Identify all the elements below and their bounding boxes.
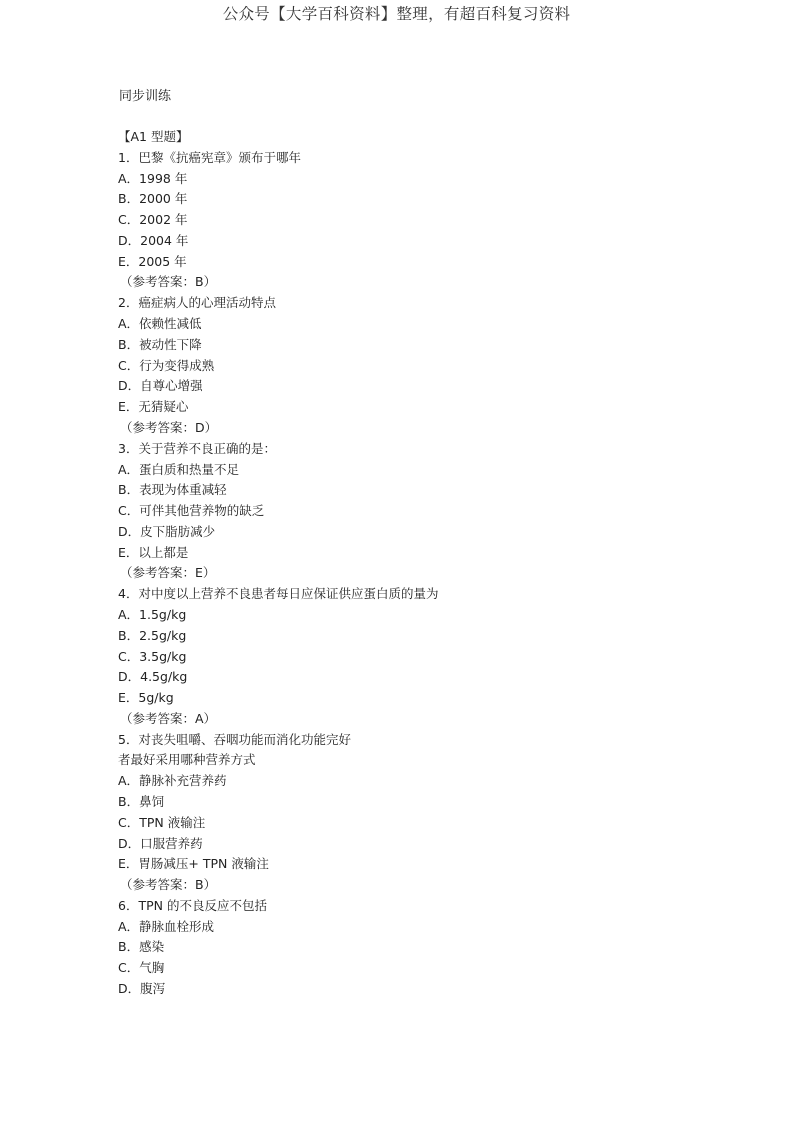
answer-option: C．行为变得成熟	[118, 357, 215, 373]
question-3	[118, 439, 438, 584]
answer-option: B．鼻饲	[118, 794, 165, 809]
question-4	[118, 584, 438, 729]
question-2	[118, 293, 438, 438]
question-type-heading: 【A1 型题】	[118, 129, 189, 144]
question-6	[118, 896, 438, 1000]
answer-option: C．可伴其他营养物的缺乏	[118, 503, 265, 519]
reference-answer: （参考答案：B）	[120, 274, 217, 290]
answer-option: D．2004 年	[118, 232, 189, 248]
question-list	[118, 127, 438, 1000]
answer-option: A．1.5g/kg	[118, 606, 187, 622]
question-stem: 3．关于营养不良正确的是：	[118, 440, 276, 456]
answer-option: A．静脉补充营养药	[118, 773, 227, 789]
answer-option: A．蛋白质和热量不足	[118, 461, 240, 477]
answer-option: E．无猜疑心	[118, 399, 189, 415]
question-stem: 5．对丧失咀嚼、吞咽功能而消化功能完好	[118, 731, 351, 747]
question-1	[118, 148, 438, 293]
answer-option: A．静脉血栓形成	[118, 918, 215, 934]
question-stem: 者最好采用哪种营养方式	[118, 752, 256, 768]
answer-option: E．2005 年	[118, 253, 187, 269]
reference-answer: （参考答案：B）	[120, 877, 217, 893]
question-stem: 1．巴黎《抗癌宪章》颁布于哪年	[118, 149, 301, 165]
section-title: 同步训练	[119, 89, 172, 104]
reference-answer: （参考答案：A）	[120, 710, 217, 726]
answer-option: D．4.5g/kg	[118, 669, 188, 685]
answer-option: B．感染	[118, 939, 165, 955]
question-stem: 6．TPN 的不良反应不包括	[118, 897, 267, 913]
question-5	[118, 730, 438, 896]
answer-option: C．气胸	[118, 960, 165, 976]
answer-option: B．2.5g/kg	[118, 627, 187, 643]
answer-option: C．3.5g/kg	[118, 648, 187, 664]
answer-option: C．2002 年	[118, 212, 188, 228]
answer-option: B．被动性下降	[118, 336, 202, 352]
question-stem: 4．对中度以上营养不良患者每日应保证供应蛋白质的量为	[118, 586, 439, 602]
answer-option: A．依赖性减低	[118, 316, 202, 332]
answer-option: B．表现为体重减轻	[118, 482, 227, 498]
answer-option: D．自尊心增强	[118, 378, 203, 394]
answer-option: D．皮下脂肪减少	[118, 523, 216, 539]
reference-answer: （参考答案：D）	[120, 419, 218, 435]
question-stem: 2．癌症病人的心理活动特点	[118, 295, 276, 311]
answer-option: D．腹泻	[118, 981, 166, 997]
reference-answer: （参考答案：E）	[120, 565, 216, 581]
answer-option: D．口服营养药	[118, 835, 203, 851]
answer-option: B．2000 年	[118, 191, 188, 207]
answer-option: E．以上都是	[118, 544, 189, 560]
answer-option: E．胃肠减压+ TPN 液输注	[118, 856, 269, 872]
answer-option: C．TPN 液输注	[118, 814, 206, 830]
page-header: 公众号【大学百科资料】整理，有超百科复习资料	[222, 5, 571, 23]
answer-option: A．1998 年	[118, 170, 188, 186]
answer-option: E．5g/kg	[118, 690, 174, 706]
